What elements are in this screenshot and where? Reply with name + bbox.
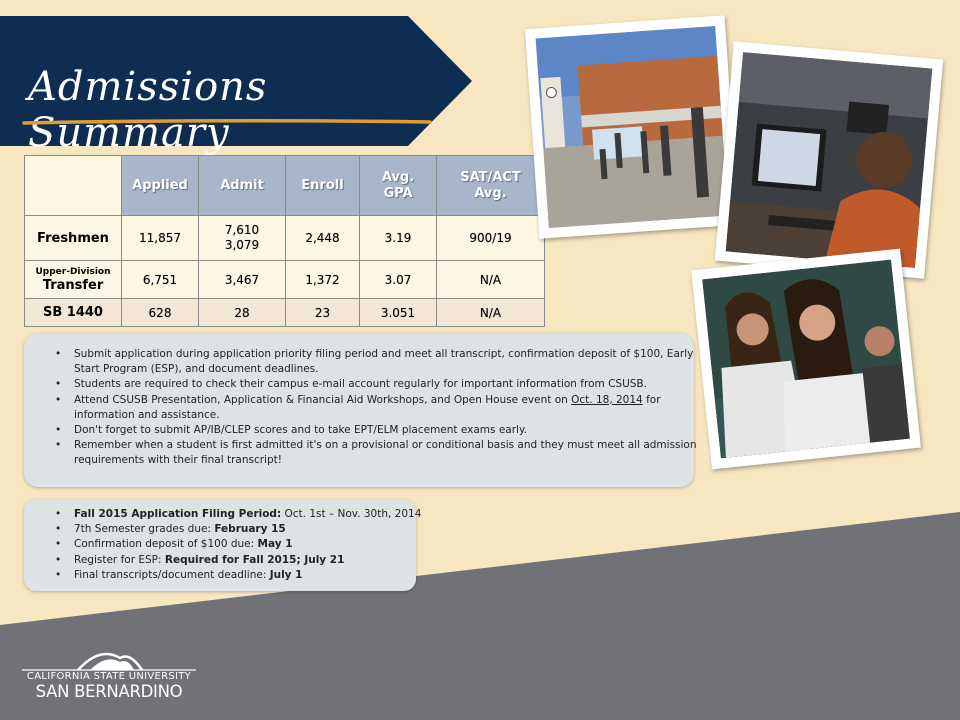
row-label-big: Transfer — [42, 277, 104, 293]
date-bullet-2: • 7th Semester grades due: February 15 — [74, 522, 434, 537]
admissions-table — [24, 155, 545, 327]
cell-enroll: 1,372 — [286, 261, 360, 299]
row-label-freshmen: Freshmen — [25, 216, 122, 261]
row-label-small: Upper-Division — [35, 266, 111, 277]
row-label-sb1440: SB 1440 — [25, 299, 122, 327]
info-bullet-5: • Remember when a student is first admitted it's on a provisional or conditional basis and they must meet all admission requirements with their final transcript! — [74, 438, 704, 468]
campus-scene-image — [536, 26, 729, 228]
table-header-row — [25, 156, 545, 216]
info-bullet-2: • Students are required to check their campus e-mail account regularly for important information from CSUSB. — [74, 377, 704, 392]
title-banner — [0, 16, 480, 156]
cell-gpa: 3.07 — [360, 261, 437, 299]
info-bullet-list — [52, 347, 704, 469]
dates-box — [24, 499, 422, 591]
cell-admit — [199, 216, 286, 261]
table-corner-cell — [25, 156, 122, 216]
students-image — [702, 260, 910, 459]
date-bullet-5: • Final transcripts/document deadline: July 1 — [74, 568, 434, 583]
cell-admit-line-1: 7,610 — [224, 223, 260, 237]
cell-applied: 11,857 — [122, 216, 199, 261]
cell-admit: 3,467 — [199, 261, 286, 299]
header-admit: Admit — [199, 156, 286, 216]
cell-admit-line-2: 3,079 — [224, 238, 260, 252]
info-bullet-4: • Don't forget to submit AP/IB/CLEP scores and to take EPT/ELM placement exams early. — [74, 423, 704, 438]
header-sat-act: SAT/ACT Avg. — [437, 156, 545, 216]
header-gpa: Avg. GPA — [360, 156, 437, 216]
csusb-logo — [20, 648, 200, 704]
cell-gpa: 3.19 — [360, 216, 437, 261]
header-enroll: Enroll — [286, 156, 360, 216]
logo-line-1: CALIFORNIA STATE UNIVERSITY — [26, 671, 192, 682]
date-bullet-3: • Confirmation deposit of $100 due: May 1 — [74, 537, 434, 552]
table-row — [25, 216, 545, 261]
cell-gpa: 3.051 — [360, 299, 437, 327]
cell-enroll: 23 — [286, 299, 360, 327]
title-underline — [22, 117, 432, 127]
header-applied: Applied — [122, 156, 199, 216]
info-box — [24, 333, 697, 487]
row-label-transfer — [25, 261, 122, 299]
table-row — [25, 299, 545, 327]
dates-bullet-list — [52, 507, 434, 583]
date-bullet-4: • Register for ESP: Required for Fall 2015; July 21 — [74, 553, 434, 568]
campus-photo — [525, 15, 739, 238]
cell-applied: 628 — [122, 299, 199, 327]
page-title: Admissions Summary — [28, 64, 268, 156]
logo-line-2: SAN BERNARDINO — [35, 682, 183, 701]
cell-sat-act: N/A — [437, 261, 545, 299]
cell-enroll: 2,448 — [286, 216, 360, 261]
info-bullet-1: • Submit application during application priority filing period and meet all transcript, confirmation deposit of $100, Early Start Program (ESP), and document deadlines. — [74, 347, 704, 377]
computer-lab-image — [726, 52, 933, 268]
cell-sat-act: N/A — [437, 299, 545, 327]
info-bullet-3: • Attend CSUSB Presentation, Application & Financial Aid Workshops, and Open House event on Oct. 18, 2014 for information and assistance. — [74, 393, 704, 423]
cell-applied: 6,751 — [122, 261, 199, 299]
computer-lab-photo — [715, 41, 943, 278]
cell-admit: 28 — [199, 299, 286, 327]
open-house-date: Oct. 18, 2014 — [571, 393, 643, 406]
cell-sat-act: 900/19 — [437, 216, 545, 261]
date-bullet-1: • Fall 2015 Application Filing Period: Oct. 1st – Nov. 30th, 2014 — [74, 507, 434, 522]
table-row — [25, 261, 545, 299]
students-photo — [691, 249, 921, 470]
